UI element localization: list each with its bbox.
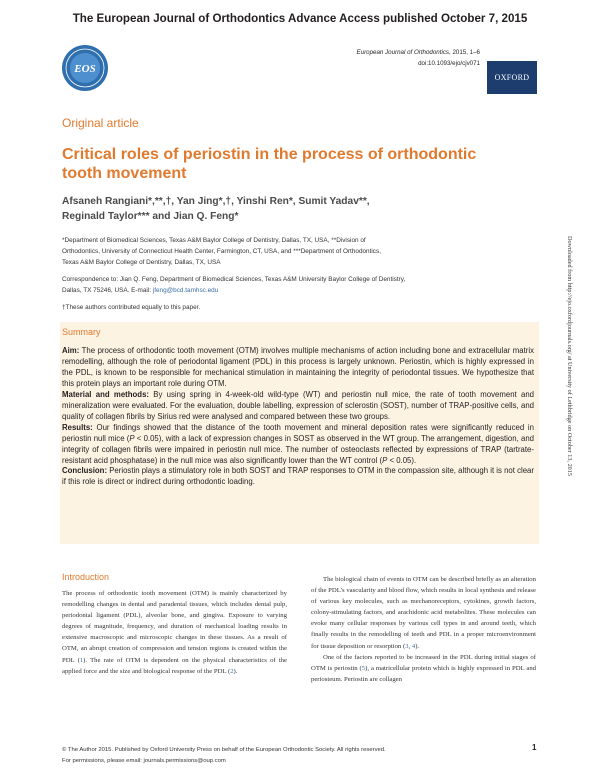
- affiliation-line: Orthodontics, University of Connecticut Health Center, Farmington, CT, USA, and ***Department of Orthodontics,: [62, 247, 381, 255]
- paragraph-text: The biological chain of events in OTM can be described briefly as an alteration of the PDL's vascularity and blood flow, which results in local synthesis and release of various key molecules, such as mechanoreceptors, cytokines, growth factors, colony-stimulating factors, and arachidonic acid metabolites. These molecules can evoke many cellular responses by various cell types in and around teeth, which finally results in the remodelling of teeth and PDL in a proper microenvironment for tissue deposition or resorption (: [311, 576, 536, 650]
- affiliations: [62, 236, 537, 268]
- conclusion-text: Periostin plays a stimulatory role in both SOST and TRAP responses to OTM in the compassion site, although it is not clear if this role is direct or indirect during orthodontic loading.: [62, 466, 534, 487]
- summary-heading: Summary: [62, 327, 101, 337]
- correspondence-line: Correspondence to: Jian Q. Feng, Department of Biomedical Sciences, Texas A&M University Baylor College of Dentistry,: [62, 276, 406, 283]
- paragraph-text: The process of orthodontic tooth movement (OTM) is mainly characterized by remodelling changes in dental and paradental tissues, which includes dental pulp, periodontal ligament (PDL), alveolar bone, and gingiva. Exposure to varying degrees of magnitude, frequency, and duration of mechanical loading results in extensive macroscopic and microscopic changes in these tissues. As a result of OTM, an abrupt creation of compression and tension regions is created within the PDL (: [62, 590, 287, 664]
- download-watermark-text: Downloaded from http://ejo.oxfordjournals.org/ at University of Lethbridge on October 13, 2015: [566, 236, 573, 476]
- p-value-symbol: P: [382, 455, 388, 465]
- paragraph-text: ). The rate of OTM is dependent on the physical characteristics of the applied force and the size and biological response of the PDL (: [62, 656, 287, 675]
- introduction-heading: Introduction: [62, 572, 110, 582]
- correspondence-address: Dallas, TX 75246, USA. E-mail:: [62, 286, 153, 294]
- summary-conclusion: [62, 466, 534, 488]
- citation-link[interactable]: 5: [361, 664, 366, 672]
- citation-link[interactable]: 4: [411, 642, 416, 650]
- paragraph-text: One of the factors reported to be increased in the PDL during initial stages of OTM is periostin (: [311, 653, 536, 672]
- aim-text: The process of orthodontic tooth movement (OTM) involves multiple mechanisms of action including bone and extracellular matrix remodelling, although the role of periodontal ligament (PDL) in this process is largely unknown. Periostin, which is highly expressed in the PDL, is known to be responsible for mechanical stimulation in maintaining the integrity of periodontal tissues. We hypothesize that this protein plays an important role during OTM.: [62, 346, 534, 388]
- journal-reference: [357, 48, 481, 69]
- paragraph-text: ).: [233, 667, 238, 675]
- p-value-symbol: P: [129, 433, 135, 443]
- doi[interactable]: doi:10.1093/ejo/cjv071: [418, 59, 480, 67]
- eos-logo-text: EOS: [74, 63, 96, 75]
- oxford-logo-text: OXFORD: [494, 73, 530, 82]
- article-title: Critical roles of periostin in the process of orthodontic tooth movement: [62, 146, 477, 182]
- correspondence: [62, 275, 537, 297]
- journal-name: European Journal of Orthodontics: [356, 49, 450, 56]
- paragraph: [311, 652, 536, 685]
- methods-label: Material and methods:: [62, 389, 149, 399]
- copyright-footer: [62, 745, 386, 767]
- section-label: Original article: [62, 116, 139, 130]
- results-text: < 0.05).: [387, 455, 417, 465]
- permissions-line: For permissions, please email: journals.permissions@oup.com: [62, 758, 226, 764]
- journal-banner: The European Journal of Orthodontics Advance Access published October 7, 2015: [72, 12, 528, 25]
- results-label: Results:: [62, 422, 93, 432]
- affiliation-line: *Department of Biomedical Sciences, Texas A&M Baylor College of Dentistry, Dallas, TX, USA, **Division of: [62, 237, 366, 244]
- email-link[interactable]: jfeng@bcd.tamhsc.edu: [152, 286, 219, 294]
- methods-text: By using spring in 4-week-old wild-type (WT) and periostin null mice, the rate of tooth movement and mineralization were evaluated. For the evaluation, double labelling, expression of sclerostin (SOST), number of TRAP-positive cells, and quality of collagen fibrils by Sirius red were analysed and compared between these two groups.: [62, 389, 534, 421]
- results-text: Our findings showed that the distance of the tooth movement and mineral deposition rates were significantly reduced in periostin null mice (: [62, 422, 534, 443]
- conclusion-label: Conclusion:: [62, 466, 108, 476]
- summary-results: [62, 423, 534, 467]
- citation-link[interactable]: 1: [79, 656, 84, 664]
- summary-body: [62, 346, 534, 488]
- equal-contribution-note: †These authors contributed equally to this paper.: [62, 304, 201, 311]
- body-column-left: [62, 588, 287, 677]
- paragraph: [311, 574, 536, 652]
- author-list: [62, 194, 482, 224]
- oxford-logo: [487, 61, 537, 94]
- page-number: 1: [532, 743, 537, 752]
- journal-volume: , 2015, 1–6: [449, 49, 480, 56]
- paragraph-text: ).: [415, 642, 420, 650]
- eos-society-logo: [61, 44, 109, 92]
- copyright-line: © The Author 2015. Published by Oxford University Press on behalf of the European Orthodontic Society. All rights reserved.: [62, 747, 386, 753]
- download-watermark: [561, 236, 571, 566]
- citation-link[interactable]: 2: [230, 667, 234, 675]
- paragraph-text: ), a matricellular protein which is highly expressed in PDL and periosteum. Periostin are collagen: [311, 664, 537, 683]
- author-line-2: Reginald Taylor*** and Jian Q. Feng*: [62, 211, 239, 222]
- citation-separator: ,: [408, 642, 412, 650]
- summary-methods: [62, 390, 534, 423]
- author-line-1: Afsaneh Rangiani*,**,†, Yan Jing*,†, Yinshi Ren*, Sumit Yadav**,: [62, 196, 370, 207]
- summary-aim: [62, 346, 534, 390]
- citation-link[interactable]: 3: [405, 642, 409, 650]
- aim-label: Aim:: [62, 346, 80, 355]
- affiliation-line: Texas A&M Baylor College of Dentistry, Dallas, TX, USA: [62, 258, 221, 266]
- results-text: < 0.05), with a lack of expression changes in SOST as observed in the WT group. The arrangement, digestion, and integrity of collagen fibrils were impaired in periostin null mice. The number of osteoclasts reflected by expressions of TRAP (tartrate-resistant acid phosphatase) in the null mice was also significantly lower than the WT control (: [62, 433, 534, 465]
- body-column-right: [311, 574, 536, 685]
